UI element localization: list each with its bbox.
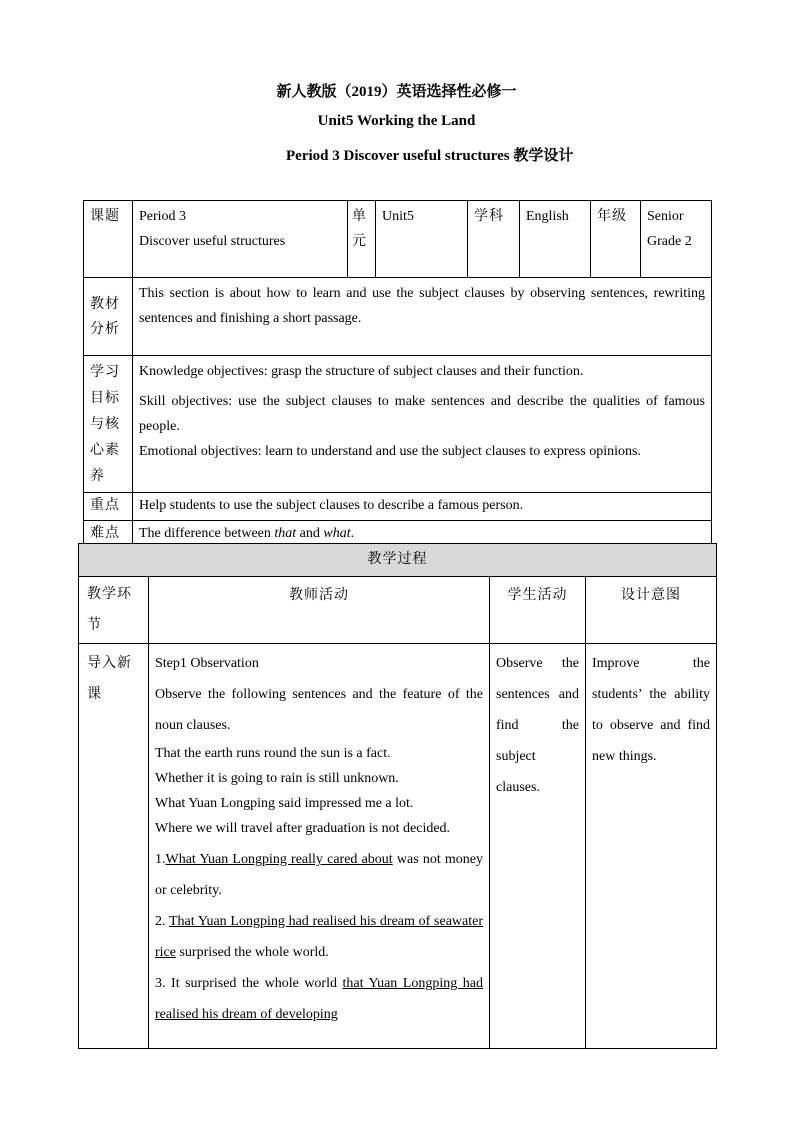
analysis-label: 教材分析 bbox=[84, 278, 133, 356]
teaching-process-table bbox=[78, 543, 717, 1049]
objective-knowledge: Knowledge objectives: grasp the structure of subject clauses and their function. bbox=[139, 364, 584, 379]
unit-label: 单元 bbox=[348, 201, 376, 278]
example-3: What Yuan Longping said impressed me a lot. bbox=[155, 796, 414, 811]
objective-skill: Skill objectives: use the subject clauses to make sentences and describe the qualities of famous people. bbox=[139, 394, 705, 434]
design-intent: Improve the students’ the ability to observe and find new things. bbox=[586, 644, 717, 1049]
document-title: 新人教版（2019）英语选择性必修一 bbox=[276, 84, 517, 100]
stage-header: 教学环节 bbox=[79, 577, 149, 644]
student-header: 学生活动 bbox=[490, 577, 586, 644]
sentence-2: 2. That Yuan Longping had realised his dream of seawater rice surprised the whole world. bbox=[155, 914, 483, 960]
topic-label: 课题 bbox=[84, 201, 133, 278]
example-2: Whether it is going to rain is still unknown. bbox=[155, 771, 399, 786]
step-intro: Observe the following sentences and the feature of the noun clauses. bbox=[155, 687, 483, 733]
objectives-label: 学习目标与核心素养 bbox=[84, 356, 133, 493]
stage-cell: 导入新课 bbox=[79, 644, 149, 1049]
analysis-value: This section is about how to learn and use the subject clauses by observing sentences, rewriting sentences and finishing a short passage. bbox=[133, 278, 712, 356]
objectives-value bbox=[133, 356, 712, 493]
subject-label: 学科 bbox=[468, 201, 520, 278]
example-4: Where we will travel after graduation is not decided. bbox=[155, 821, 451, 836]
lesson-info-table bbox=[83, 200, 712, 548]
unit-title: Unit5 Working the Land bbox=[317, 113, 476, 129]
grade-value: Senior Grade 2 bbox=[641, 201, 712, 278]
key-value: Help students to use the subject clauses to describe a famous person. bbox=[133, 493, 712, 521]
grade-label: 年级 bbox=[591, 201, 641, 278]
topic-value: Period 3 Discover useful structures bbox=[133, 201, 348, 278]
key-label: 重点 bbox=[84, 493, 133, 521]
step-title: Step1 Observation bbox=[155, 656, 259, 671]
process-title: 教学过程 bbox=[79, 544, 717, 577]
example-1: That the earth runs round the sun is a fact. bbox=[155, 746, 391, 761]
sentence-1: 1.What Yuan Longping really cared about was not money or celebrity. bbox=[155, 852, 483, 898]
teacher-activity bbox=[149, 644, 490, 1049]
unit-value: Unit5 bbox=[376, 201, 468, 278]
student-activity: Observe the sentences and find the subject clauses. bbox=[490, 644, 586, 1049]
difficulty-value: The difference between that and what. bbox=[133, 521, 712, 548]
period-title: Period 3 Discover useful structures 教学设计 bbox=[286, 148, 574, 164]
difficulty-label: 难点 bbox=[84, 521, 133, 548]
objective-emotional: Emotional objectives: learn to understand and use the subject clauses to express opinions. bbox=[139, 444, 641, 459]
sentence-3: 3. It surprised the whole world that Yuan Longping had realised his dream of developing bbox=[155, 976, 483, 1022]
design-header: 设计意图 bbox=[586, 577, 717, 644]
subject-value: English bbox=[520, 201, 591, 278]
teacher-header: 教师活动 bbox=[149, 577, 490, 644]
